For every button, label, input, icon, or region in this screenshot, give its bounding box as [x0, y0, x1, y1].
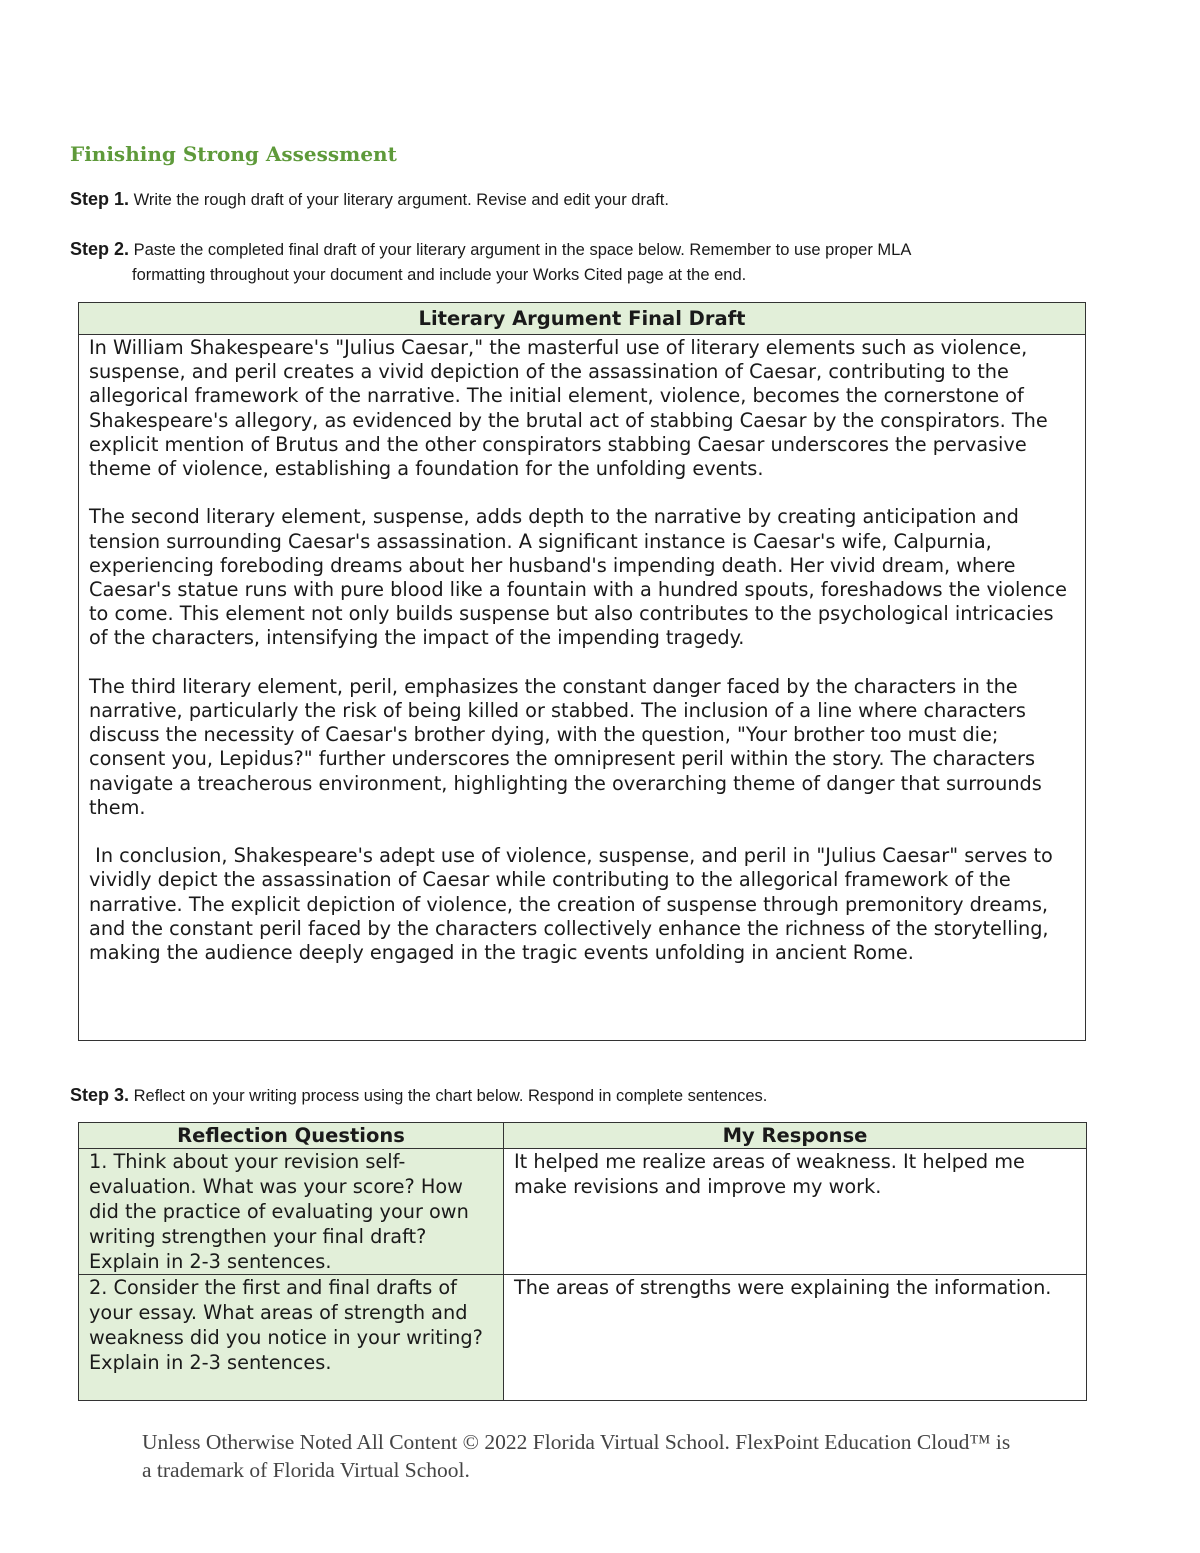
reflection-table	[78, 1122, 1087, 1401]
reflection-response-2[interactable]: The areas of strengths were explaining the information.	[504, 1275, 1087, 1401]
step-2-text-continued: formatting throughout your document and include your Works Cited page at the end.	[132, 266, 747, 284]
draft-paragraph-3: The third literary element, peril, emphasizes the constant danger faced by the characters in the narrative, particularly the risk of being killed or stabbed. The inclusion of a line where characters discuss the necessity of Caesar's brother dying, with the question, "Your brother too must die; consent you, Lepidus?" further underscores the omnipresent peril within the story. The characters navigate a treacherous environment, highlighting the overarching theme of danger that surrounds them.	[89, 674, 1042, 819]
final-draft-header: Literary Argument Final Draft	[79, 303, 1086, 335]
step-3-label: Step 3.	[70, 1085, 130, 1105]
reflection-response-1[interactable]: It helped me realize areas of weakness. It helped me make revisions and improve my work.	[504, 1149, 1087, 1275]
step-1-text: Write the rough draft of your literary argument. Revise and edit your draft.	[133, 191, 669, 209]
step-2-label: Step 2.	[70, 239, 130, 259]
reflection-questions-header: Reflection Questions	[79, 1123, 504, 1149]
table-row	[79, 1149, 1087, 1275]
draft-paragraph-1: In William Shakespeare's "Julius Caesar," the masterful use of literary elements such as violence, suspense, and peril creates a vivid depiction of the assassination of Caesar, contributing to the allegorical framework of the narrative. The initial element, violence, becomes the cornerstone of Shakespeare's allegory, as evidenced by the brutal act of stabbing Caesar by the conspirators. The explicit mention of Brutus and the other conspirators stabbing Caesar underscores the pervasive theme of violence, establishing a foundation for the unfolding events.	[89, 336, 1048, 481]
step-3-text: Reflect on your writing process using the chart below. Respond in complete sentences.	[133, 1087, 768, 1105]
table-row	[79, 1275, 1087, 1401]
final-draft-table	[78, 302, 1086, 1041]
reflection-question-1: 1. Think about your revision self-evaluation. What was your score? How did the practice of evaluating your own writing strengthen your final draft? Explain in 2-3 sentences.	[79, 1149, 504, 1275]
reflection-question-2: 2. Consider the first and final drafts of your essay. What areas of strength and weakness did you notice in your writing? Explain in 2-3 sentences.	[79, 1275, 504, 1401]
final-draft-body[interactable]	[79, 335, 1086, 1041]
step-3	[70, 1083, 767, 1109]
draft-paragraph-2: The second literary element, suspense, adds depth to the narrative by creating anticipation and tension surrounding Caesar's assassination. A significant instance is Caesar's wife, Calpurnia, experiencing foreboding dreams about her husband's impending death. Her vivid dream, where Caesar's statue runs with pure blood like a fountain with a hundred spouts, foreshadows the violence to come. This element not only builds suspense but also contributes to the psychological intricacies of the characters, intensifying the impact of the impending tragedy.	[89, 505, 1067, 650]
page-title: Finishing Strong Assessment	[70, 142, 397, 166]
step-2-text: Paste the completed final draft of your literary argument in the space below. Remember to use proper MLA	[133, 241, 912, 259]
my-response-header: My Response	[504, 1123, 1087, 1149]
copyright-footer: Unless Otherwise Noted All Content © 2022 Florida Virtual School. FlexPoint Education Cloud™ is a trademark of Florida Virtual School.	[142, 1430, 1011, 1482]
step-2	[70, 237, 911, 288]
draft-paragraph-4: In conclusion, Shakespeare's adept use of violence, suspense, and peril in "Julius Caesar" serves to vividly depict the assassination of Caesar while contributing to the allegorical framework of the narrative. The explicit depiction of violence, the creation of suspense through premonitory dreams, and the constant peril faced by the characters collectively enhance the richness of the storytelling, making the audience deeply engaged in the tragic events unfolding in ancient Rome.	[89, 844, 1059, 965]
step-1	[70, 187, 669, 213]
step-1-label: Step 1.	[70, 189, 130, 209]
